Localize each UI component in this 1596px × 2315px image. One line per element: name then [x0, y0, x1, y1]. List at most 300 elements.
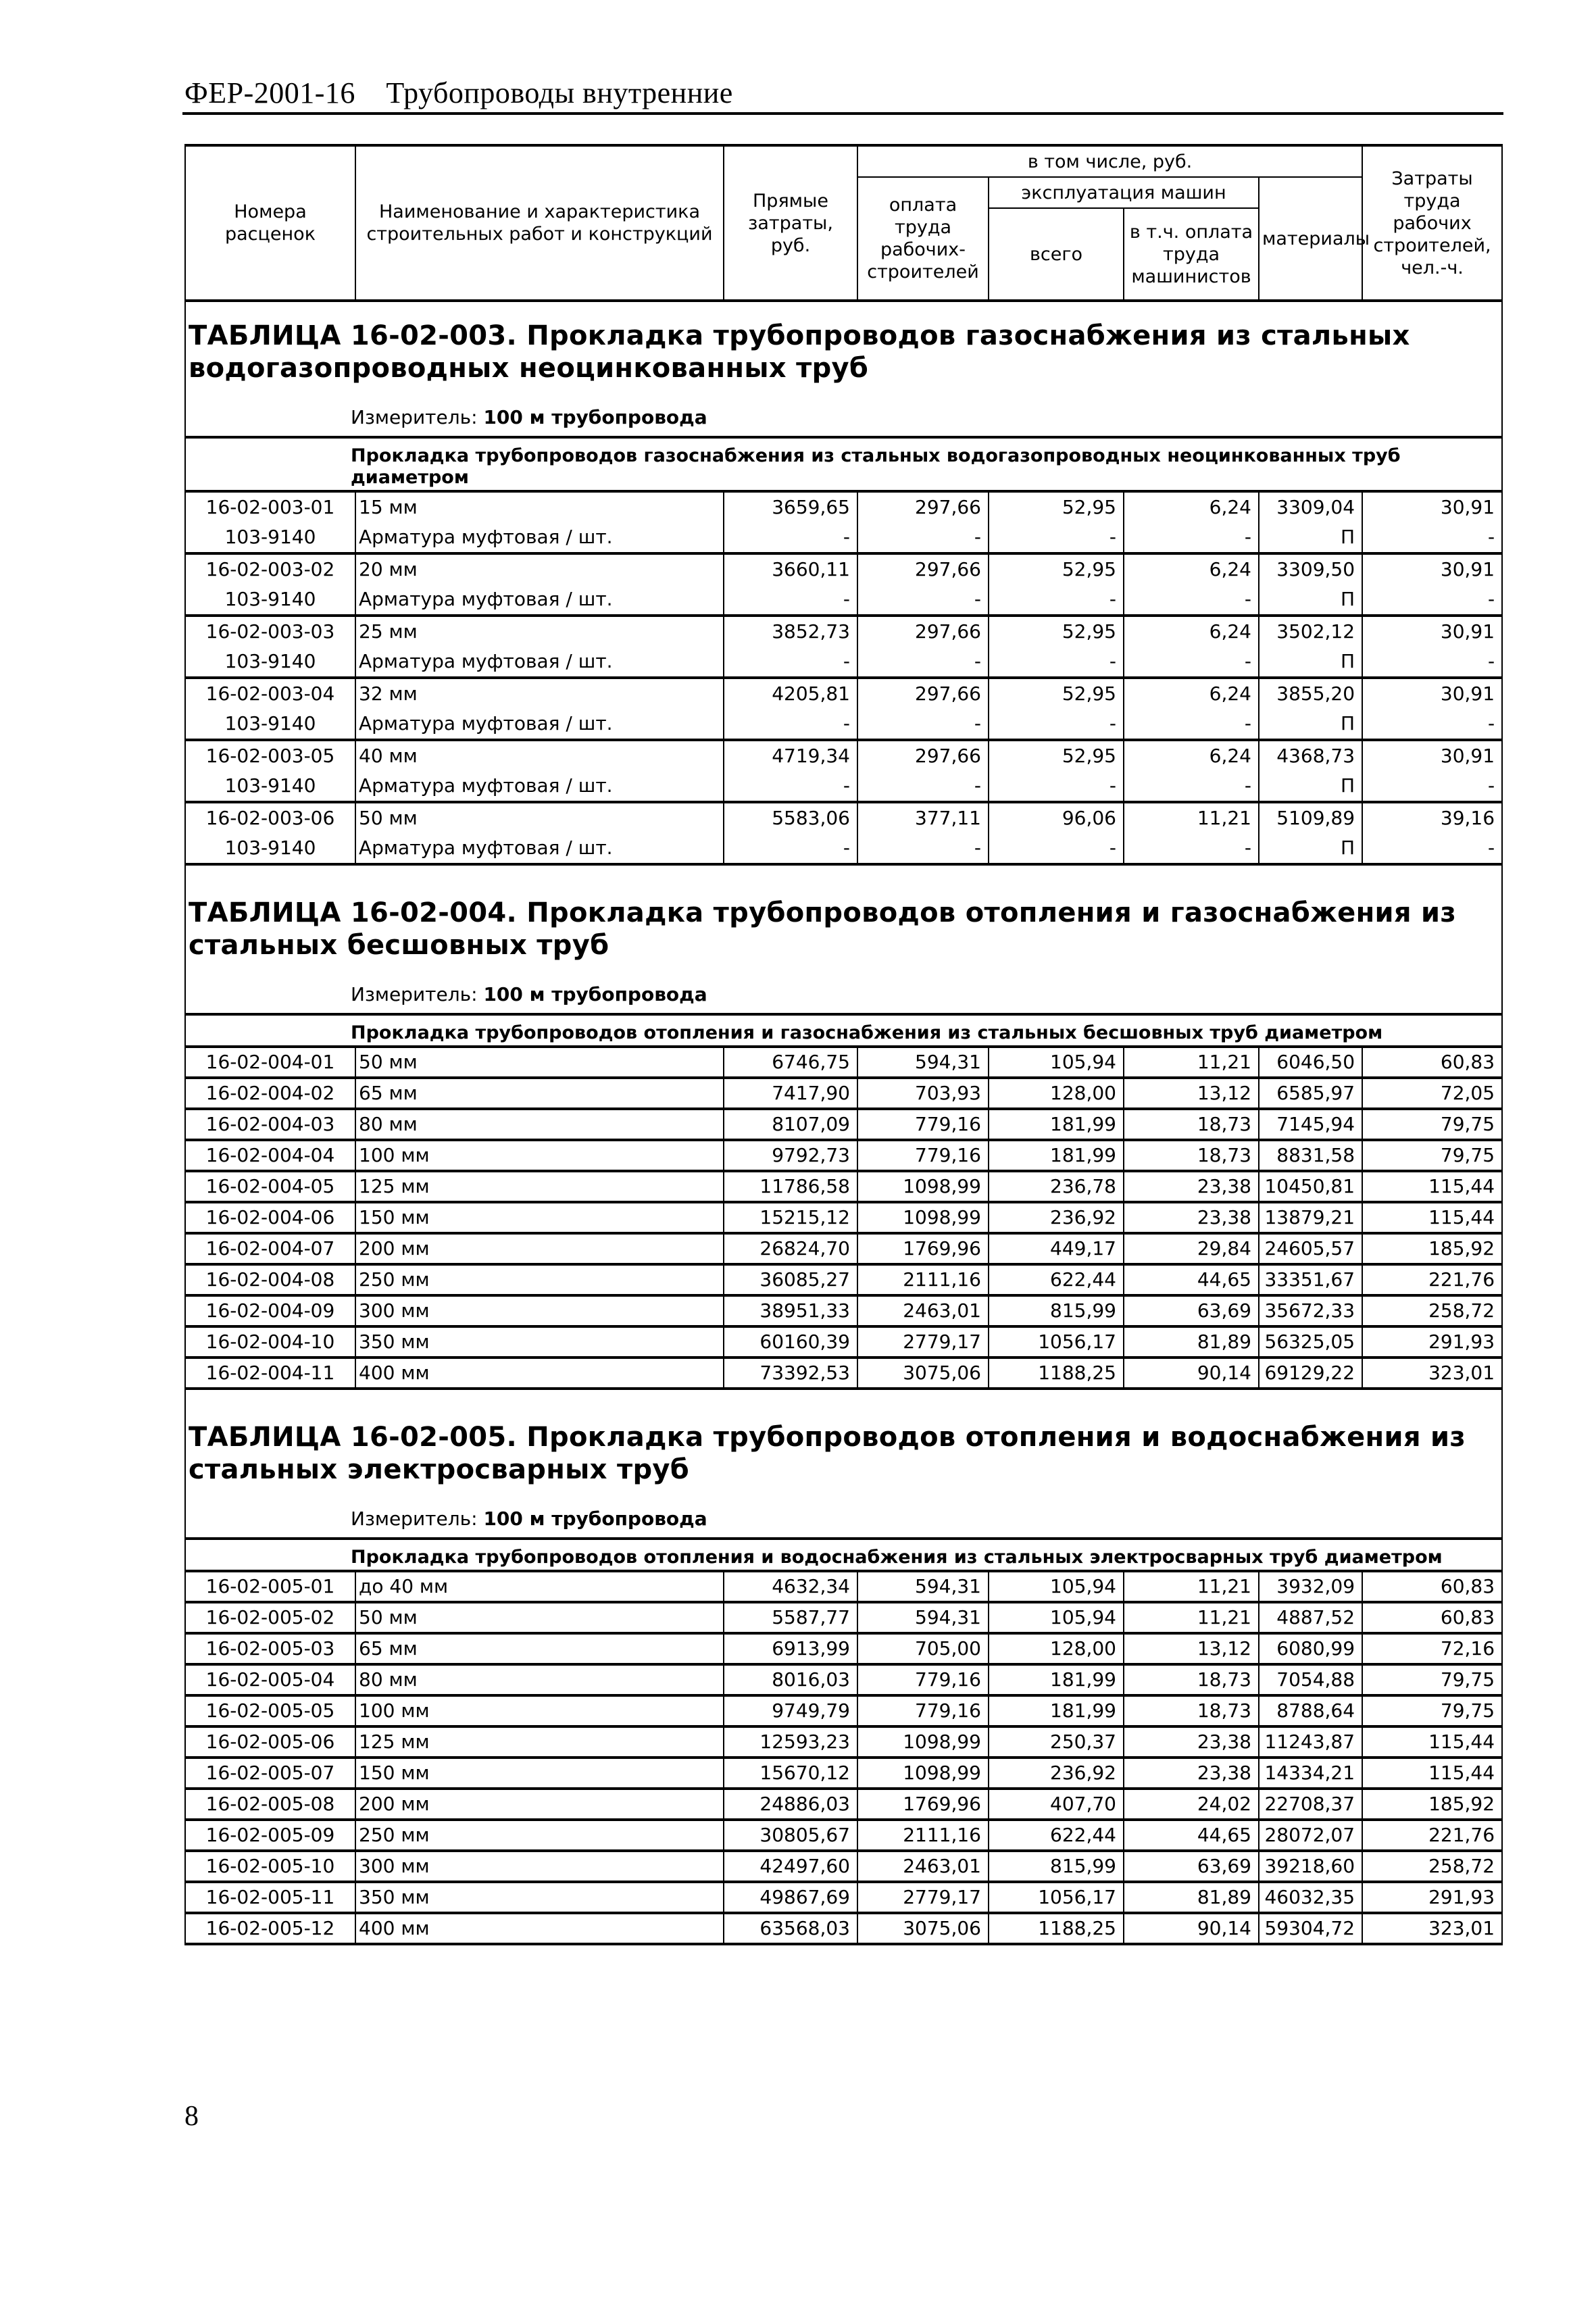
materials-value: 13879,21: [1259, 1202, 1362, 1233]
labor-hours-value: 221,76: [1362, 1820, 1502, 1851]
rate-code: 16-02-004-10: [185, 1326, 355, 1358]
materials-value: 3855,20: [1259, 678, 1362, 709]
labor-pay-value: 779,16: [857, 1109, 989, 1140]
resource-labor-hours-value: -: [1362, 771, 1502, 802]
materials-value: 5109,89: [1259, 802, 1362, 833]
labor-hours-value: 79,75: [1362, 1140, 1502, 1171]
labor-pay-value: 1098,99: [857, 1758, 989, 1789]
machines-labor-value: 6,24: [1124, 616, 1259, 647]
resource-direct-costs-value: -: [724, 584, 857, 616]
labor-pay-value: 1098,99: [857, 1726, 989, 1758]
labor-pay-value: 1769,96: [857, 1233, 989, 1264]
rate-code: 16-02-004-01: [185, 1047, 355, 1078]
rate-code: 16-02-004-11: [185, 1358, 355, 1389]
resource-machines-total-value: -: [989, 647, 1124, 678]
resource-code: 103-9140: [185, 833, 355, 864]
materials-value: 3932,09: [1259, 1571, 1362, 1602]
work-description: 50 мм: [355, 1602, 724, 1633]
work-description: 300 мм: [355, 1851, 724, 1882]
resource-direct-costs-value: -: [724, 771, 857, 802]
header-machines-total: всего: [989, 208, 1124, 301]
machines-total-value: 1056,17: [989, 1882, 1124, 1913]
unit-row: [185, 974, 1502, 1014]
machines-labor-value: 18,73: [1124, 1109, 1259, 1140]
work-description: 100 мм: [355, 1140, 724, 1171]
materials-value: 59304,72: [1259, 1913, 1362, 1944]
work-description: 200 мм: [355, 1233, 724, 1264]
labor-pay-value: 1098,99: [857, 1202, 989, 1233]
rate-code: 16-02-003-02: [185, 553, 355, 584]
column-header: [185, 145, 1502, 301]
resource-row: [185, 647, 1502, 678]
direct-costs-value: 5583,06: [724, 802, 857, 833]
work-description: 80 мм: [355, 1109, 724, 1140]
labor-hours-value: 30,91: [1362, 553, 1502, 584]
materials-value: 33351,67: [1259, 1264, 1362, 1295]
labor-pay-value: 779,16: [857, 1140, 989, 1171]
labor-pay-value: 594,31: [857, 1602, 989, 1633]
rate-code: 16-02-004-05: [185, 1171, 355, 1202]
labor-hours-value: 72,16: [1362, 1633, 1502, 1664]
header-name: Наименование и характеристика строительных работ и конструкций: [355, 145, 724, 301]
table-row: [185, 1633, 1502, 1664]
resource-row: [185, 771, 1502, 802]
materials-value: 14334,21: [1259, 1758, 1362, 1789]
rate-code: 16-02-005-06: [185, 1726, 355, 1758]
work-description: 300 мм: [355, 1295, 724, 1326]
direct-costs-value: 38951,33: [724, 1295, 857, 1326]
unit-value: 100 м трубопровода: [483, 406, 707, 428]
direct-costs-value: 3852,73: [724, 616, 857, 647]
materials-value: 28072,07: [1259, 1820, 1362, 1851]
machines-labor-value: 44,65: [1124, 1264, 1259, 1295]
labor-hours-value: 258,72: [1362, 1295, 1502, 1326]
rate-code: 16-02-005-11: [185, 1882, 355, 1913]
materials-value: 8831,58: [1259, 1140, 1362, 1171]
header-labor-pay: оплата труда рабочих-строителей: [857, 177, 989, 301]
work-description: 400 мм: [355, 1913, 724, 1944]
machines-total-value: 622,44: [989, 1264, 1124, 1295]
resource-row: [185, 709, 1502, 740]
direct-costs-value: 36085,27: [724, 1264, 857, 1295]
materials-value: 8788,64: [1259, 1695, 1362, 1726]
work-description: 32 мм: [355, 678, 724, 709]
table-title-row: [185, 864, 1502, 974]
table-row: [185, 740, 1502, 771]
labor-pay-value: 2779,17: [857, 1882, 989, 1913]
machines-total-value: 52,95: [989, 678, 1124, 709]
labor-hours-value: 185,92: [1362, 1233, 1502, 1264]
resource-machines-total-value: -: [989, 584, 1124, 616]
table-row: [185, 1882, 1502, 1913]
resource-machines-total-value: -: [989, 709, 1124, 740]
resource-labor-pay-value: -: [857, 584, 989, 616]
rate-code: 16-02-005-02: [185, 1602, 355, 1633]
table-title: ТАБЛИЦА 16-02-005. Прокладка трубопроводов отопления и водоснабжения из стальных электросварных труб: [185, 1389, 1502, 1498]
machines-labor-value: 63,69: [1124, 1295, 1259, 1326]
machines-total-value: 181,99: [989, 1664, 1124, 1695]
machines-total-value: 236,78: [989, 1171, 1124, 1202]
table-row: [185, 1233, 1502, 1264]
work-description: 40 мм: [355, 740, 724, 771]
work-description: 350 мм: [355, 1882, 724, 1913]
machines-labor-value: 11,21: [1124, 802, 1259, 833]
rate-code: 16-02-005-08: [185, 1789, 355, 1820]
resource-labor-pay-value: -: [857, 709, 989, 740]
resource-machines-total-value: -: [989, 771, 1124, 802]
table-subtitle: Прокладка трубопроводов отопления и газоснабжения из стальных бесшовных труб диаметром: [185, 1014, 1502, 1047]
rate-code: 16-02-005-12: [185, 1913, 355, 1944]
machines-total-value: 181,99: [989, 1109, 1124, 1140]
rate-code: 16-02-005-09: [185, 1820, 355, 1851]
work-description: 15 мм: [355, 491, 724, 522]
table-row: [185, 1820, 1502, 1851]
machines-labor-value: 13,12: [1124, 1078, 1259, 1109]
machines-labor-value: 81,89: [1124, 1882, 1259, 1913]
resource-code: 103-9140: [185, 584, 355, 616]
labor-hours-value: 60,83: [1362, 1571, 1502, 1602]
page-number: 8: [184, 2101, 199, 2132]
header-materials: материалы: [1259, 177, 1362, 301]
work-description: 50 мм: [355, 802, 724, 833]
rate-code: 16-02-005-04: [185, 1664, 355, 1695]
direct-costs-value: 42497,60: [724, 1851, 857, 1882]
resource-code: 103-9140: [185, 709, 355, 740]
resource-labor-hours-value: -: [1362, 833, 1502, 864]
rate-code: 16-02-005-10: [185, 1851, 355, 1882]
labor-pay-value: 594,31: [857, 1047, 989, 1078]
machines-total-value: 236,92: [989, 1758, 1124, 1789]
resource-description: Арматура муфтовая / шт.: [355, 522, 724, 553]
rate-code: 16-02-004-03: [185, 1109, 355, 1140]
resource-row: [185, 833, 1502, 864]
direct-costs-value: 6746,75: [724, 1047, 857, 1078]
resource-machines-labor-value: -: [1124, 522, 1259, 553]
header-including: в том числе, руб.: [857, 145, 1362, 177]
table-subtitle: Прокладка трубопроводов отопления и водоснабжения из стальных электросварных труб диаметром: [185, 1539, 1502, 1571]
rate-code: 16-02-004-04: [185, 1140, 355, 1171]
work-description: 400 мм: [355, 1358, 724, 1389]
materials-value: 56325,05: [1259, 1326, 1362, 1358]
rates-body: [185, 301, 1502, 1944]
table-row: [185, 1047, 1502, 1078]
work-description: 200 мм: [355, 1789, 724, 1820]
direct-costs-value: 4632,34: [724, 1571, 857, 1602]
direct-costs-value: 9792,73: [724, 1140, 857, 1171]
resource-labor-pay-value: -: [857, 833, 989, 864]
unit-label: Измеритель:: [351, 406, 478, 428]
table-row: [185, 1140, 1502, 1171]
resource-direct-costs-value: -: [724, 833, 857, 864]
resource-machines-labor-value: -: [1124, 833, 1259, 864]
unit-of-measure: [185, 397, 1502, 437]
unit-of-measure: [185, 974, 1502, 1014]
work-description: до 40 мм: [355, 1571, 724, 1602]
document-title: Трубопроводы внутренние: [386, 76, 733, 109]
machines-total-value: 105,94: [989, 1047, 1124, 1078]
resource-machines-labor-value: -: [1124, 771, 1259, 802]
labor-hours-value: 30,91: [1362, 678, 1502, 709]
table-row: [185, 1602, 1502, 1633]
work-description: 250 мм: [355, 1264, 724, 1295]
machines-total-value: 128,00: [989, 1078, 1124, 1109]
document-series: ФЕР-2001-16: [184, 76, 355, 109]
materials-value: 7054,88: [1259, 1664, 1362, 1695]
labor-hours-value: 115,44: [1362, 1202, 1502, 1233]
labor-pay-value: 2111,16: [857, 1264, 989, 1295]
direct-costs-value: 8107,09: [724, 1109, 857, 1140]
table-row: [185, 1295, 1502, 1326]
direct-costs-value: 15670,12: [724, 1758, 857, 1789]
table-row: [185, 1758, 1502, 1789]
direct-costs-value: 15215,12: [724, 1202, 857, 1233]
rate-code: 16-02-003-06: [185, 802, 355, 833]
machines-labor-value: 11,21: [1124, 1047, 1259, 1078]
work-description: 50 мм: [355, 1047, 724, 1078]
materials-value: 46032,35: [1259, 1882, 1362, 1913]
subtitle-row: [185, 437, 1502, 491]
unit-row: [185, 397, 1502, 437]
work-description: 100 мм: [355, 1695, 724, 1726]
labor-hours-value: 79,75: [1362, 1664, 1502, 1695]
machines-total-value: 105,94: [989, 1571, 1124, 1602]
header-labor-hours: Затраты труда рабочих строителей, чел.-ч.: [1362, 145, 1502, 301]
direct-costs-value: 3660,11: [724, 553, 857, 584]
table-row: [185, 1851, 1502, 1882]
labor-hours-value: 72,05: [1362, 1078, 1502, 1109]
table-title: ТАБЛИЦА 16-02-003. Прокладка трубопроводов газоснабжения из стальных водогазопроводных неоцинкованных труб: [185, 301, 1502, 397]
machines-total-value: 181,99: [989, 1140, 1124, 1171]
materials-value: 6080,99: [1259, 1633, 1362, 1664]
resource-description: Арматура муфтовая / шт.: [355, 833, 724, 864]
unit-value: 100 м трубопровода: [483, 983, 707, 1005]
direct-costs-value: 73392,53: [724, 1358, 857, 1389]
rate-code: 16-02-004-07: [185, 1233, 355, 1264]
direct-costs-value: 9749,79: [724, 1695, 857, 1726]
rate-code: 16-02-003-03: [185, 616, 355, 647]
resource-direct-costs-value: -: [724, 709, 857, 740]
labor-hours-value: 115,44: [1362, 1726, 1502, 1758]
direct-costs-value: 11786,58: [724, 1171, 857, 1202]
machines-total-value: 105,94: [989, 1602, 1124, 1633]
work-description: 20 мм: [355, 553, 724, 584]
unit-value: 100 м трубопровода: [483, 1508, 707, 1530]
machines-labor-value: 90,14: [1124, 1358, 1259, 1389]
labor-pay-value: 594,31: [857, 1571, 989, 1602]
machines-total-value: 449,17: [989, 1233, 1124, 1264]
labor-hours-value: 79,75: [1362, 1109, 1502, 1140]
labor-hours-value: 258,72: [1362, 1851, 1502, 1882]
resource-materials-value: П: [1259, 647, 1362, 678]
materials-value: 35672,33: [1259, 1295, 1362, 1326]
labor-hours-value: 79,75: [1362, 1695, 1502, 1726]
work-description: 65 мм: [355, 1078, 724, 1109]
rate-code: 16-02-005-05: [185, 1695, 355, 1726]
machines-total-value: 52,95: [989, 491, 1124, 522]
machines-total-value: 181,99: [989, 1695, 1124, 1726]
direct-costs-value: 4205,81: [724, 678, 857, 709]
table-row: [185, 1789, 1502, 1820]
labor-pay-value: 703,93: [857, 1078, 989, 1109]
table-row: [185, 1202, 1502, 1233]
labor-hours-value: 60,83: [1362, 1047, 1502, 1078]
running-head: [184, 76, 733, 110]
resource-materials-value: П: [1259, 833, 1362, 864]
rate-code: 16-02-003-04: [185, 678, 355, 709]
labor-pay-value: 297,66: [857, 491, 989, 522]
table-row: [185, 1264, 1502, 1295]
labor-hours-value: 323,01: [1362, 1913, 1502, 1944]
machines-total-value: 52,95: [989, 740, 1124, 771]
table-title-row: [185, 301, 1502, 397]
direct-costs-value: 12593,23: [724, 1726, 857, 1758]
work-description: 65 мм: [355, 1633, 724, 1664]
machines-total-value: 407,70: [989, 1789, 1124, 1820]
resource-row: [185, 584, 1502, 616]
direct-costs-value: 3659,65: [724, 491, 857, 522]
table-title: ТАБЛИЦА 16-02-004. Прокладка трубопроводов отопления и газоснабжения из стальных бесшовных труб: [185, 864, 1502, 974]
table-row: [185, 1913, 1502, 1944]
table-title-row: [185, 1389, 1502, 1498]
machines-labor-value: 29,84: [1124, 1233, 1259, 1264]
machines-labor-value: 23,38: [1124, 1171, 1259, 1202]
machines-labor-value: 63,69: [1124, 1851, 1259, 1882]
rate-code: 16-02-005-03: [185, 1633, 355, 1664]
rates-sheet: [184, 144, 1501, 1945]
unit-row: [185, 1498, 1502, 1539]
rate-code: 16-02-003-01: [185, 491, 355, 522]
header-machines: эксплуатация машин: [989, 177, 1259, 208]
machines-labor-value: 23,38: [1124, 1758, 1259, 1789]
machines-labor-value: 13,12: [1124, 1633, 1259, 1664]
table-row: [185, 553, 1502, 584]
labor-pay-value: 3075,06: [857, 1913, 989, 1944]
machines-total-value: 1188,25: [989, 1913, 1124, 1944]
machines-total-value: 52,95: [989, 553, 1124, 584]
resource-labor-pay-value: -: [857, 647, 989, 678]
resource-labor-hours-value: -: [1362, 647, 1502, 678]
labor-pay-value: 779,16: [857, 1695, 989, 1726]
labor-pay-value: 1769,96: [857, 1789, 989, 1820]
materials-value: 11243,87: [1259, 1726, 1362, 1758]
table-subtitle: Прокладка трубопроводов газоснабжения из стальных водогазопроводных неоцинкованных труб диаметром: [185, 437, 1502, 491]
machines-labor-value: 44,65: [1124, 1820, 1259, 1851]
labor-hours-value: 60,83: [1362, 1602, 1502, 1633]
direct-costs-value: 49867,69: [724, 1882, 857, 1913]
direct-costs-value: 6913,99: [724, 1633, 857, 1664]
rate-code: 16-02-005-07: [185, 1758, 355, 1789]
machines-labor-value: 81,89: [1124, 1326, 1259, 1358]
machines-labor-value: 18,73: [1124, 1664, 1259, 1695]
materials-value: 7145,94: [1259, 1109, 1362, 1140]
machines-labor-value: 24,02: [1124, 1789, 1259, 1820]
machines-labor-value: 6,24: [1124, 740, 1259, 771]
header-code: Номера расценок: [185, 145, 355, 301]
rate-code: 16-02-004-09: [185, 1295, 355, 1326]
direct-costs-value: 7417,90: [724, 1078, 857, 1109]
materials-value: 10450,81: [1259, 1171, 1362, 1202]
resource-description: Арматура муфтовая / шт.: [355, 771, 724, 802]
table-row: [185, 1358, 1502, 1389]
work-description: 80 мм: [355, 1664, 724, 1695]
machines-total-value: 622,44: [989, 1820, 1124, 1851]
labor-pay-value: 297,66: [857, 740, 989, 771]
header-direct-costs: Прямые затраты, руб.: [724, 145, 857, 301]
labor-hours-value: 39,16: [1362, 802, 1502, 833]
labor-pay-value: 3075,06: [857, 1358, 989, 1389]
resource-description: Арматура муфтовая / шт.: [355, 709, 724, 740]
machines-labor-value: 23,38: [1124, 1202, 1259, 1233]
machines-total-value: 52,95: [989, 616, 1124, 647]
table-row: [185, 1726, 1502, 1758]
work-description: 150 мм: [355, 1202, 724, 1233]
machines-labor-value: 6,24: [1124, 553, 1259, 584]
resource-machines-total-value: -: [989, 522, 1124, 553]
direct-costs-value: 26824,70: [724, 1233, 857, 1264]
machines-labor-value: 18,73: [1124, 1140, 1259, 1171]
work-description: 350 мм: [355, 1326, 724, 1358]
rate-code: 16-02-004-08: [185, 1264, 355, 1295]
subtitle-row: [185, 1014, 1502, 1047]
work-description: 250 мм: [355, 1820, 724, 1851]
resource-direct-costs-value: -: [724, 522, 857, 553]
labor-hours-value: 291,93: [1362, 1326, 1502, 1358]
labor-hours-value: 30,91: [1362, 616, 1502, 647]
resource-machines-labor-value: -: [1124, 584, 1259, 616]
machines-total-value: 128,00: [989, 1633, 1124, 1664]
labor-pay-value: 2463,01: [857, 1295, 989, 1326]
table-row: [185, 1571, 1502, 1602]
machines-labor-value: 11,21: [1124, 1571, 1259, 1602]
table-row: [185, 1695, 1502, 1726]
resource-labor-hours-value: -: [1362, 709, 1502, 740]
materials-value: 4368,73: [1259, 740, 1362, 771]
labor-pay-value: 2463,01: [857, 1851, 989, 1882]
machines-labor-value: 18,73: [1124, 1695, 1259, 1726]
machines-total-value: 1056,17: [989, 1326, 1124, 1358]
resource-labor-pay-value: -: [857, 522, 989, 553]
resource-machines-total-value: -: [989, 833, 1124, 864]
materials-value: 22708,37: [1259, 1789, 1362, 1820]
direct-costs-value: 8016,03: [724, 1664, 857, 1695]
table-row: [185, 1171, 1502, 1202]
direct-costs-value: 4719,34: [724, 740, 857, 771]
resource-machines-labor-value: -: [1124, 709, 1259, 740]
resource-labor-hours-value: -: [1362, 584, 1502, 616]
labor-pay-value: 297,66: [857, 553, 989, 584]
materials-value: 6046,50: [1259, 1047, 1362, 1078]
labor-hours-value: 30,91: [1362, 740, 1502, 771]
table-row: [185, 1078, 1502, 1109]
subtitle-row: [185, 1539, 1502, 1571]
resource-direct-costs-value: -: [724, 647, 857, 678]
rate-code: 16-02-003-05: [185, 740, 355, 771]
work-description: 150 мм: [355, 1758, 724, 1789]
labor-pay-value: 779,16: [857, 1664, 989, 1695]
table-row: [185, 1664, 1502, 1695]
unit-of-measure: [185, 1498, 1502, 1539]
machines-total-value: 250,37: [989, 1726, 1124, 1758]
labor-pay-value: 297,66: [857, 678, 989, 709]
machines-total-value: 815,99: [989, 1851, 1124, 1882]
direct-costs-value: 30805,67: [724, 1820, 857, 1851]
materials-value: 39218,60: [1259, 1851, 1362, 1882]
machines-total-value: 1188,25: [989, 1358, 1124, 1389]
resource-materials-value: П: [1259, 709, 1362, 740]
table-row: [185, 1326, 1502, 1358]
work-description: 125 мм: [355, 1726, 724, 1758]
labor-hours-value: 185,92: [1362, 1789, 1502, 1820]
